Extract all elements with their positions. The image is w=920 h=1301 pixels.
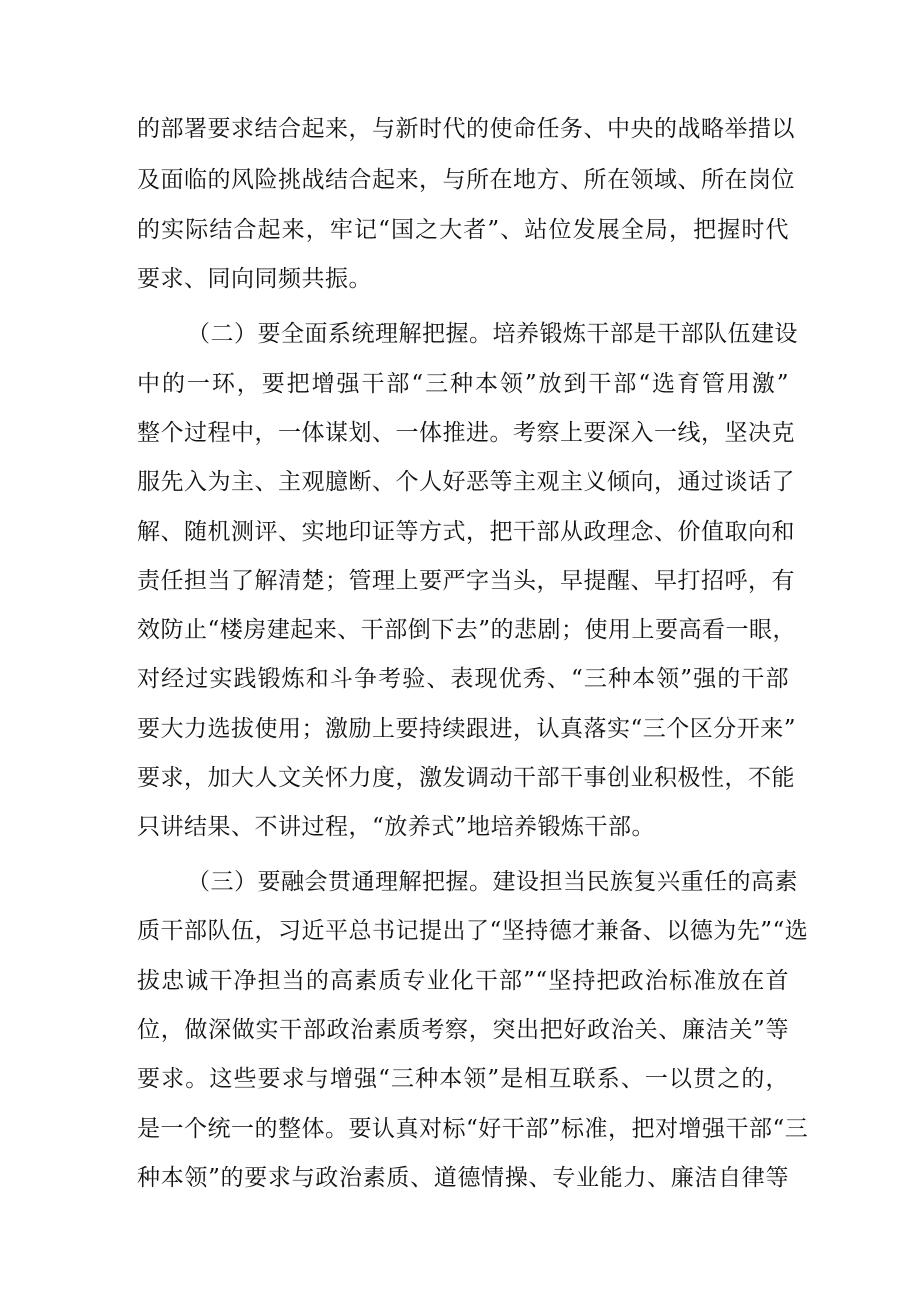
text-line: 拔忠诚干净担当的高素质专业化干部”“坚持把政治标准放在首: [137, 968, 789, 994]
text-line: 质干部队伍，习近平总书记提出了“坚持德才兼备、以德为先”“选: [137, 918, 809, 944]
text-line: 是一个统一的整体。要认真对标“好干部”标准，把对增强干部“三: [137, 1116, 809, 1142]
text-line: 的实际结合起来，牢记“国之大者”、站位发展全局，把握时代: [137, 217, 789, 243]
text-line: 要大力选拔使用；激励上要持续跟进，认真落实“三个区分开来”: [137, 716, 797, 742]
text-line: 服先入为主、主观臆断、个人好恶等主观主义倾向，通过谈话了: [137, 469, 795, 495]
text-line: 种本领”的要求与政治素质、道德情操、专业能力、廉洁自律等: [137, 1165, 789, 1191]
text-line: （二）要全面系统理解把握。培养锻炼干部是干部队伍建设: [187, 321, 798, 347]
text-line: 要求，加大人文关怀力度，激发调动干部干事创业积极性，不能: [137, 765, 795, 791]
text-line: 对经过实践锻炼和斗争考验、表现优秀、“三种本领”强的干部: [137, 666, 789, 692]
text-line: 要求。这些要求与增强“三种本领”是相互联系、一以贯之的，: [137, 1066, 789, 1092]
text-line: 位，做深做实干部政治素质考察，突出把好政治关、廉洁关”等: [137, 1017, 789, 1043]
text-line: 的部署要求结合起来，与新时代的使命任务、中央的战略举措以: [137, 116, 795, 142]
text-line: 效防止“楼房建起来、干部倒下去”的悲剧；使用上要高看一眼，: [137, 617, 797, 643]
text-line: 及面临的风险挑战结合起来，与所在地方、所在领域、所在岗位: [137, 167, 795, 193]
text-line: 只讲结果、不讲过程，“放养式”地培养锻炼干部。: [137, 814, 656, 840]
text-line: 解、随机测评、实地印证等方式，把干部从政理念、价值取向和: [137, 519, 795, 545]
text-line: （三）要融会贯通理解把握。建设担当民族复兴重任的高素: [187, 869, 798, 895]
text-line: 整个过程中，一体谋划、一体推进。考察上要深入一线，坚决克: [137, 420, 795, 446]
text-line: 中的一环，要把增强干部“三种本领”放到干部“选育管用激”: [137, 371, 789, 397]
text-line: 要求、同向同频共振。: [137, 266, 372, 292]
text-line: 责任担当了解清楚；管理上要严字当头，早提醒、早打招呼，有: [137, 568, 795, 594]
